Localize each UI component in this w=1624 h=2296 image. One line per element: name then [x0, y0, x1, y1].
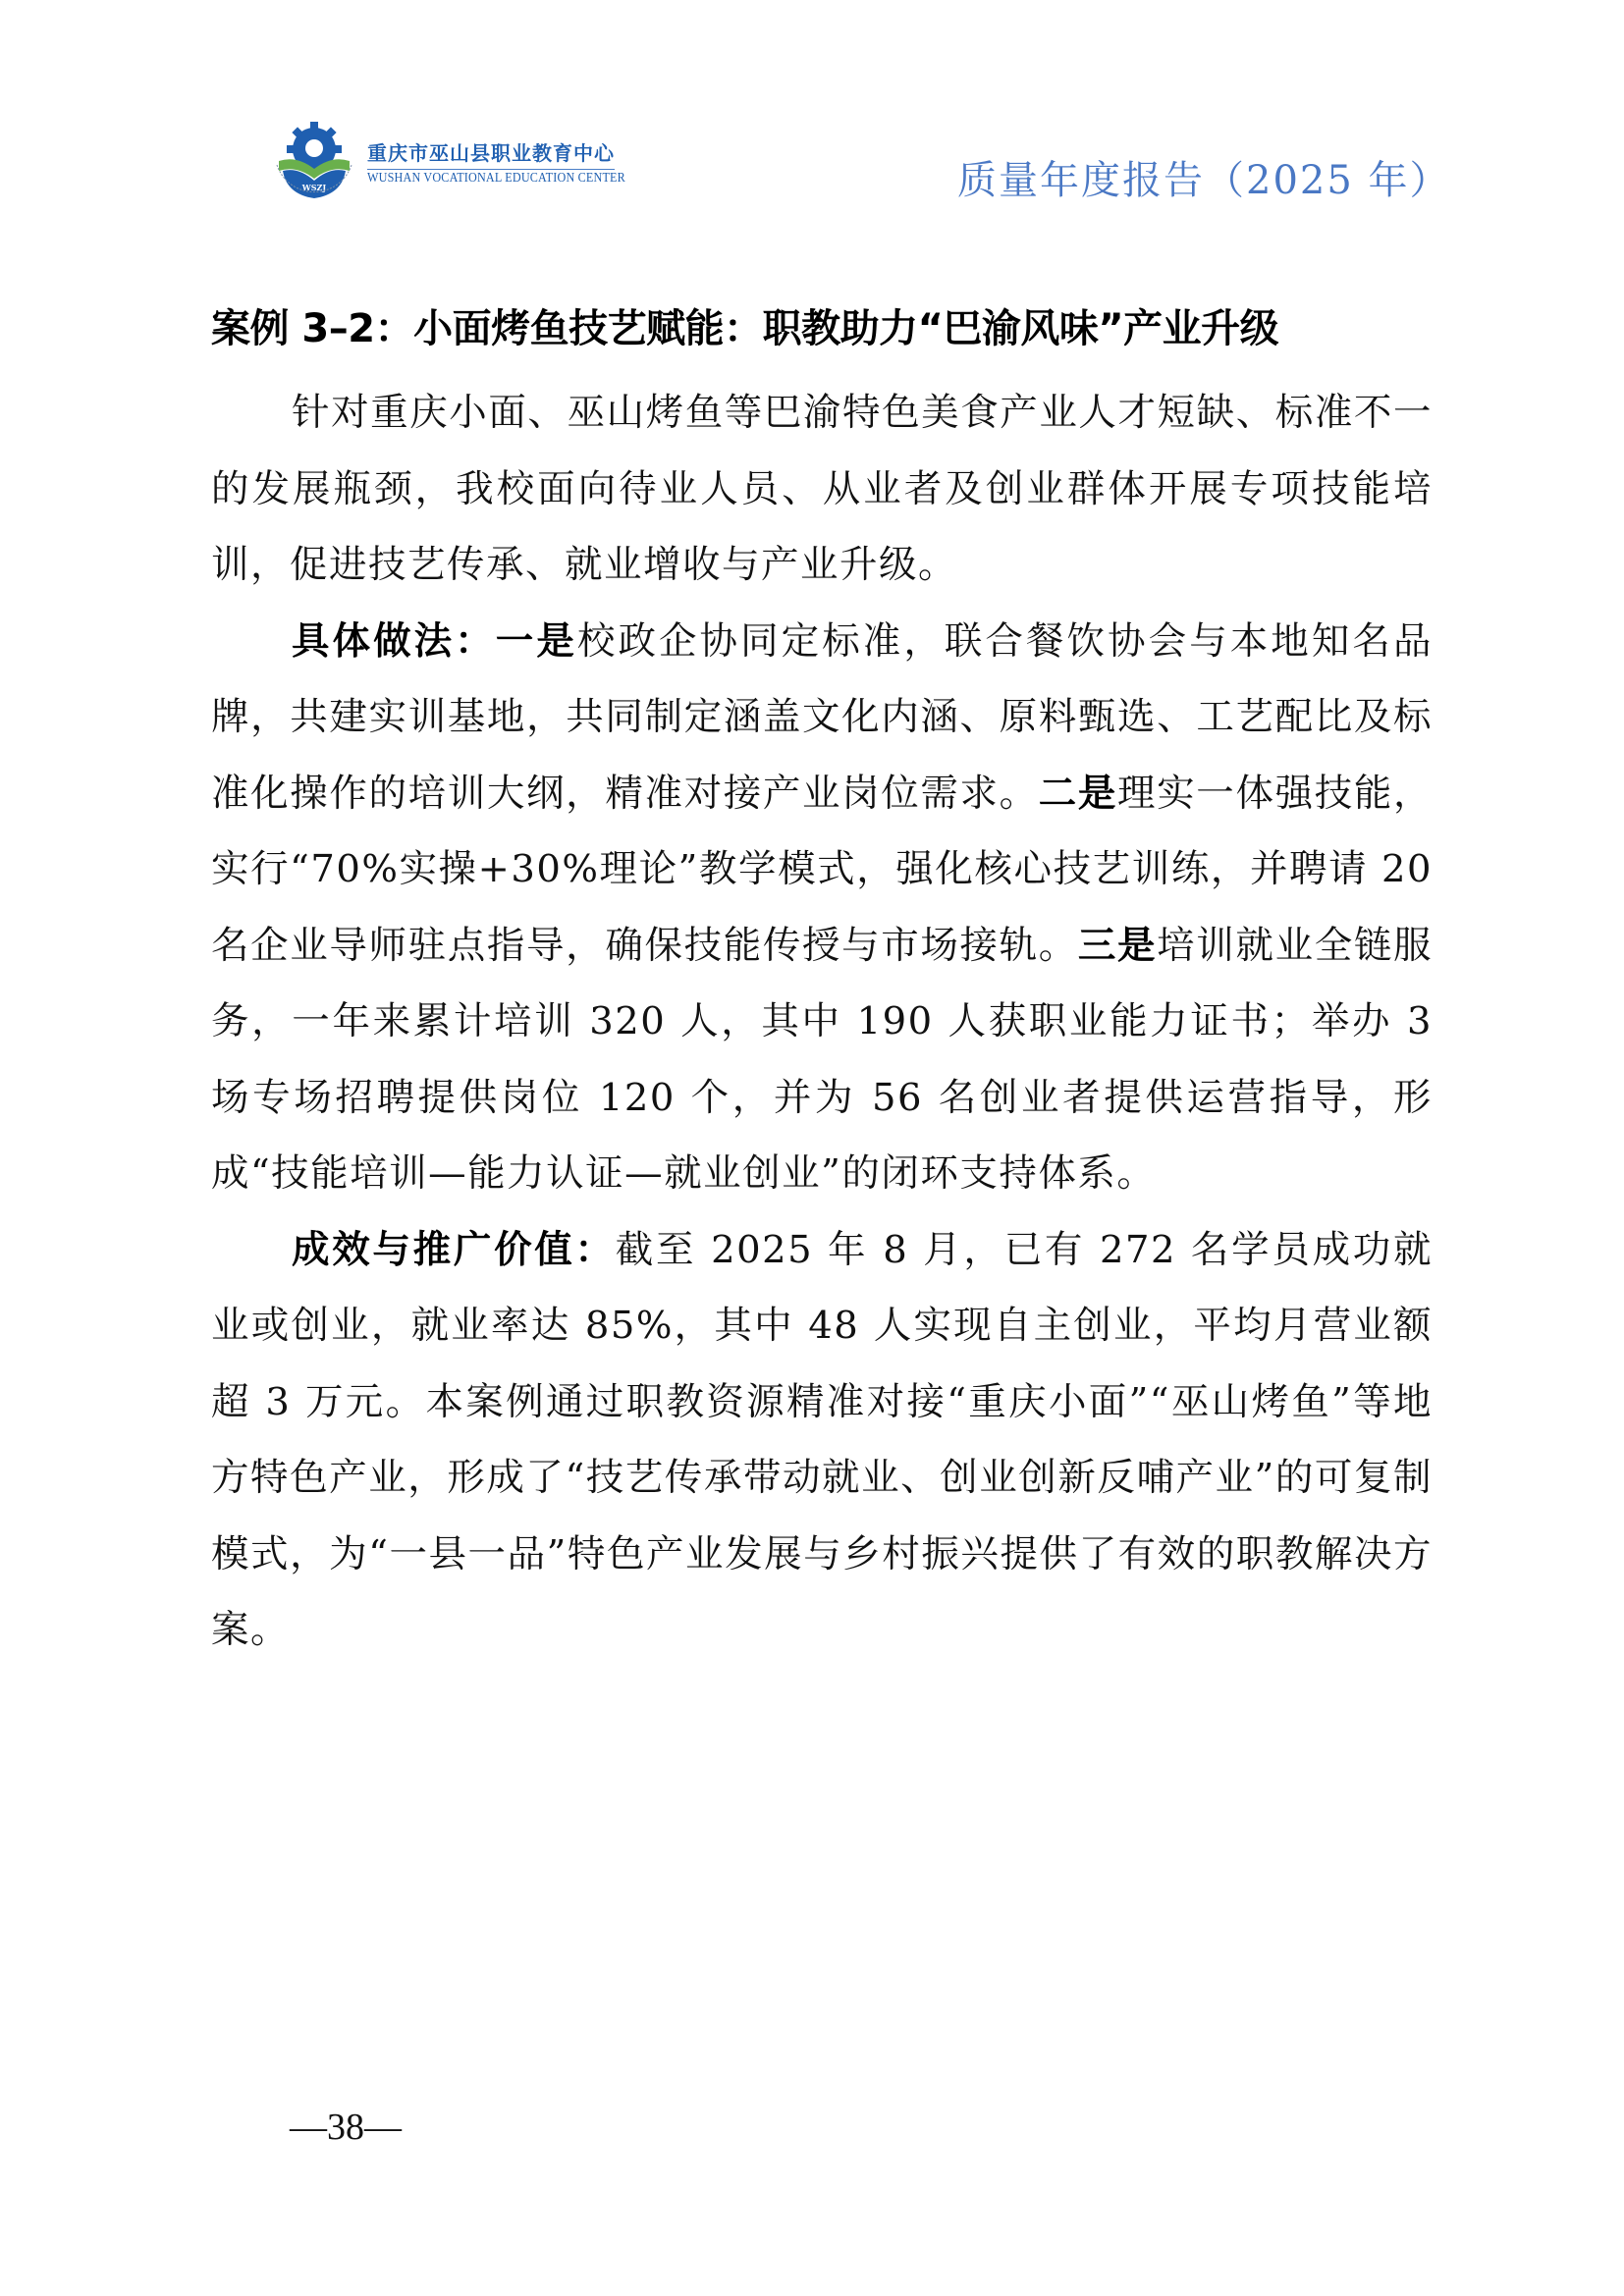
method-2-text: 理实一体强技能，实行“70%实操+30%理论”教学模式，强化核心技艺训练，并聘请 20 名企业导师驻点指导，确保技能传授与市场接轨。 — [211, 771, 1433, 968]
gear-book-logo-icon — [271, 116, 357, 202]
method-3-text: 培训就业全链服务，一年来累计培训 320 人，其中 190 人获职业能力证书；举办 3 场专场招聘提供岗位 120 个，并为 56 名创业者提供运营指导，形成“技能培训—能力认证—就业创业”的闭环支持体系。 — [211, 923, 1433, 1196]
case-title: 案例 3–2：小面烤鱼技艺赋能：职教助力“巴渝风味”产业升级 — [211, 306, 1279, 351]
intro-text: 针对重庆小面、巫山烤鱼等巴渝特色美食产业人才短缺、标准不一的发展瓶颈，我校面向待业人员、从业者及创业群体开展专项技能培训，促进技艺传承、就业增收与产业升级。 — [211, 391, 1433, 587]
results-label: 成效与推广价值： — [292, 1227, 616, 1272]
document-body — [211, 294, 1433, 1669]
method-2-label: 二是 — [1038, 771, 1118, 816]
institution-name-en: WUSHAN VOCATIONAL EDUCATION CENTER — [367, 170, 625, 185]
results-paragraph — [211, 1212, 1433, 1669]
report-title: 质量年度报告（2025 年） — [957, 158, 1451, 203]
institution-logo — [271, 116, 625, 204]
svg-text:WSZJ: WSZJ — [301, 183, 327, 192]
methods-label: 具体做法： — [292, 618, 496, 664]
results-text: 截至 2025 年 8 月，已有 272 名学员成功就业或创业，就业率达 85%，其中 48 人实现自主创业，平均月营业额超 3 万元。本案例通过职教资源精准对接“重庆小面”“巫山烤鱼”等地方特色产业，形成了“技艺传承带动就业、创业创新反哺产业”的可复制模式，为“一县一品”特色产业发展与乡村振兴提供了有效的职教解决方案。 — [211, 1227, 1433, 1652]
intro-paragraph — [211, 375, 1433, 604]
method-3-label: 三是 — [1077, 923, 1158, 968]
method-1-text: 校政企协同定标准，联合餐饮协会与本地知名品牌，共建实训基地，共同制定涵盖文化内涵、原料甄选、工艺配比及标准化操作的培训大纲，精准对接产业岗位需求。 — [211, 618, 1433, 816]
methods-paragraph — [211, 604, 1433, 1212]
page-header — [0, 0, 1624, 216]
institution-name-cn: 重庆市巫山县职业教育中心 — [367, 137, 615, 170]
page-number: —38— — [290, 2107, 402, 2148]
method-1-label: 一是 — [495, 618, 577, 664]
